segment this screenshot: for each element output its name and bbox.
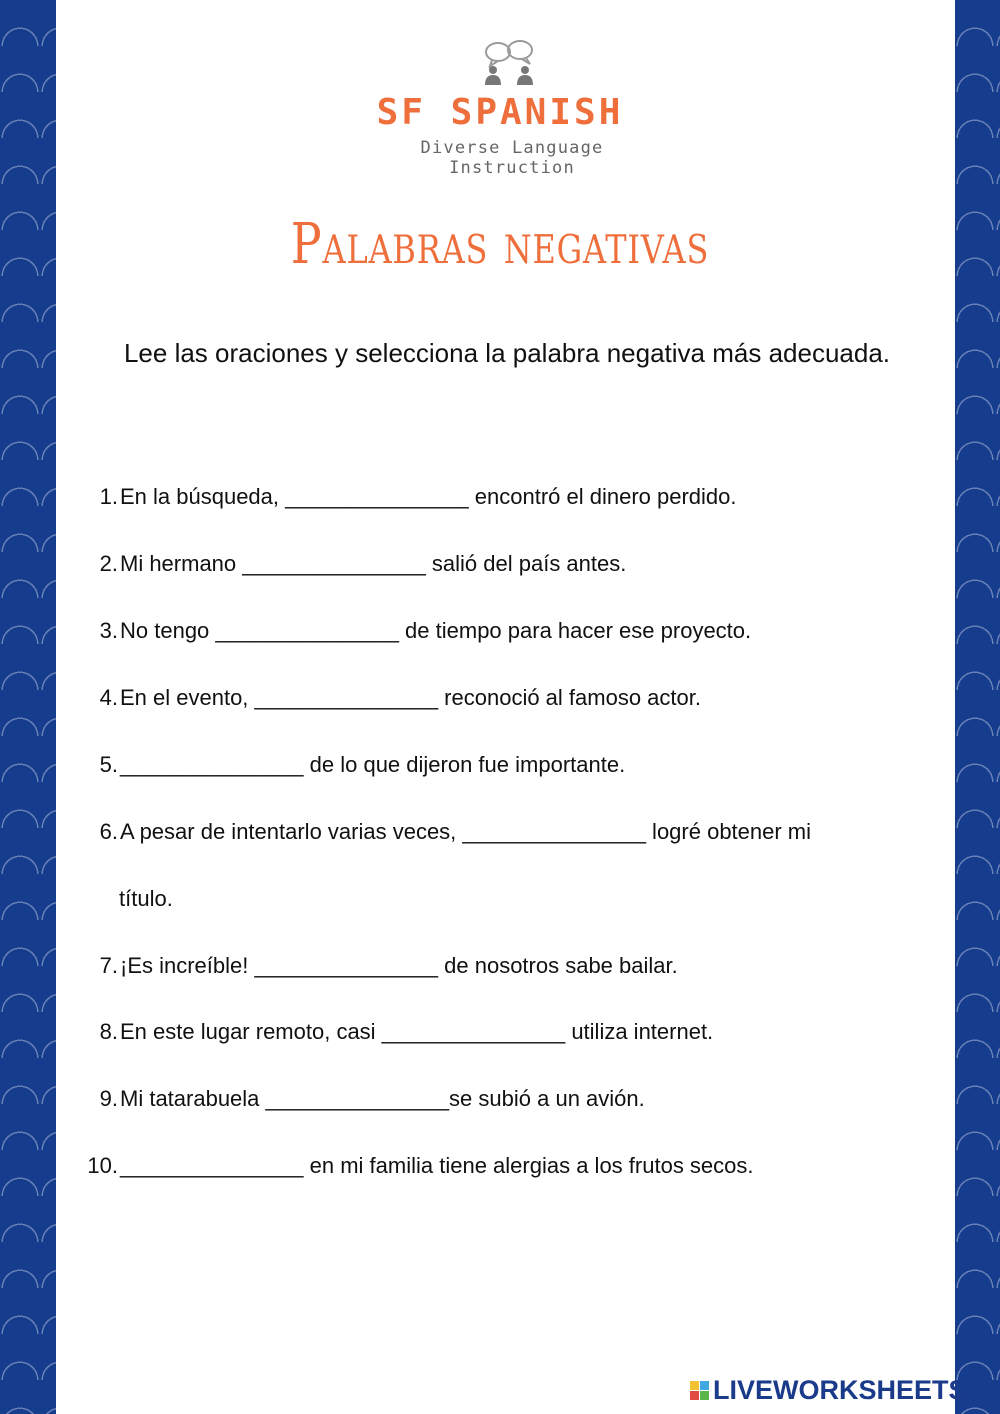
exercise-item (80, 463, 950, 530)
exercise-item (80, 1065, 950, 1132)
item-number: 4. (99, 685, 118, 710)
instructions-text: Lee las oraciones y selecciona la palabra negativa más adecuada. (123, 338, 891, 368)
right-scale-border (955, 0, 1000, 1414)
page-title: Palabras negativas (290, 212, 710, 277)
item-number: 5. (99, 752, 118, 777)
item-text: Mi tatarabuela _______________se subió a un avión. (120, 1086, 645, 1111)
liveworksheets-logo-icon (690, 1381, 709, 1400)
item-text: _______________ en mi familia tiene alergias a los frutos secos. (120, 1153, 754, 1178)
item-number: 7. (99, 953, 118, 978)
item-text: En este lugar remoto, casi _______________ utiliza internet. (120, 1019, 714, 1044)
item-text: No tengo _______________ de tiempo para hacer ese proyecto. (120, 618, 752, 643)
watermark-text: LIVEWORKSHEETS (713, 1374, 967, 1405)
item-text: En la búsqueda, _______________ encontró el dinero perdido. (120, 484, 737, 509)
item-text: En el evento, _______________ reconoció al famoso actor. (120, 685, 701, 710)
exercise-item (80, 530, 950, 597)
exercise-item (80, 597, 950, 664)
item-number: 9. (99, 1086, 118, 1111)
exercise-item (80, 798, 950, 865)
exercise-item (80, 664, 950, 731)
item-text-continuation: título. (119, 886, 173, 911)
people-speech-icon (476, 38, 544, 86)
item-number: 8. (99, 1019, 118, 1044)
exercise-item (80, 1132, 950, 1199)
item-number: 3. (99, 618, 118, 643)
exercise-item (80, 998, 950, 1065)
item-number: 6. (99, 819, 118, 844)
item-number: 2. (99, 551, 118, 576)
logo-tagline: Diverse Language Instruction (420, 138, 604, 178)
liveworksheets-watermark[interactable] (690, 1372, 967, 1408)
exercise-item (80, 731, 950, 798)
logo-brand: SF SPANISH (376, 92, 624, 133)
exercise-item (80, 932, 950, 999)
item-text: A pesar de intentarlo varias veces, _______________ logré obtener mi (120, 819, 812, 844)
left-scale-border (0, 0, 56, 1414)
item-text: Mi hermano _______________ salió del país antes. (120, 551, 627, 576)
item-text: ¡Es increíble! _______________ de nosotros sabe bailar. (120, 953, 678, 978)
item-text: _______________ de lo que dijeron fue importante. (120, 752, 626, 777)
item-number: 10. (87, 1153, 118, 1178)
item-number: 1. (99, 484, 118, 509)
